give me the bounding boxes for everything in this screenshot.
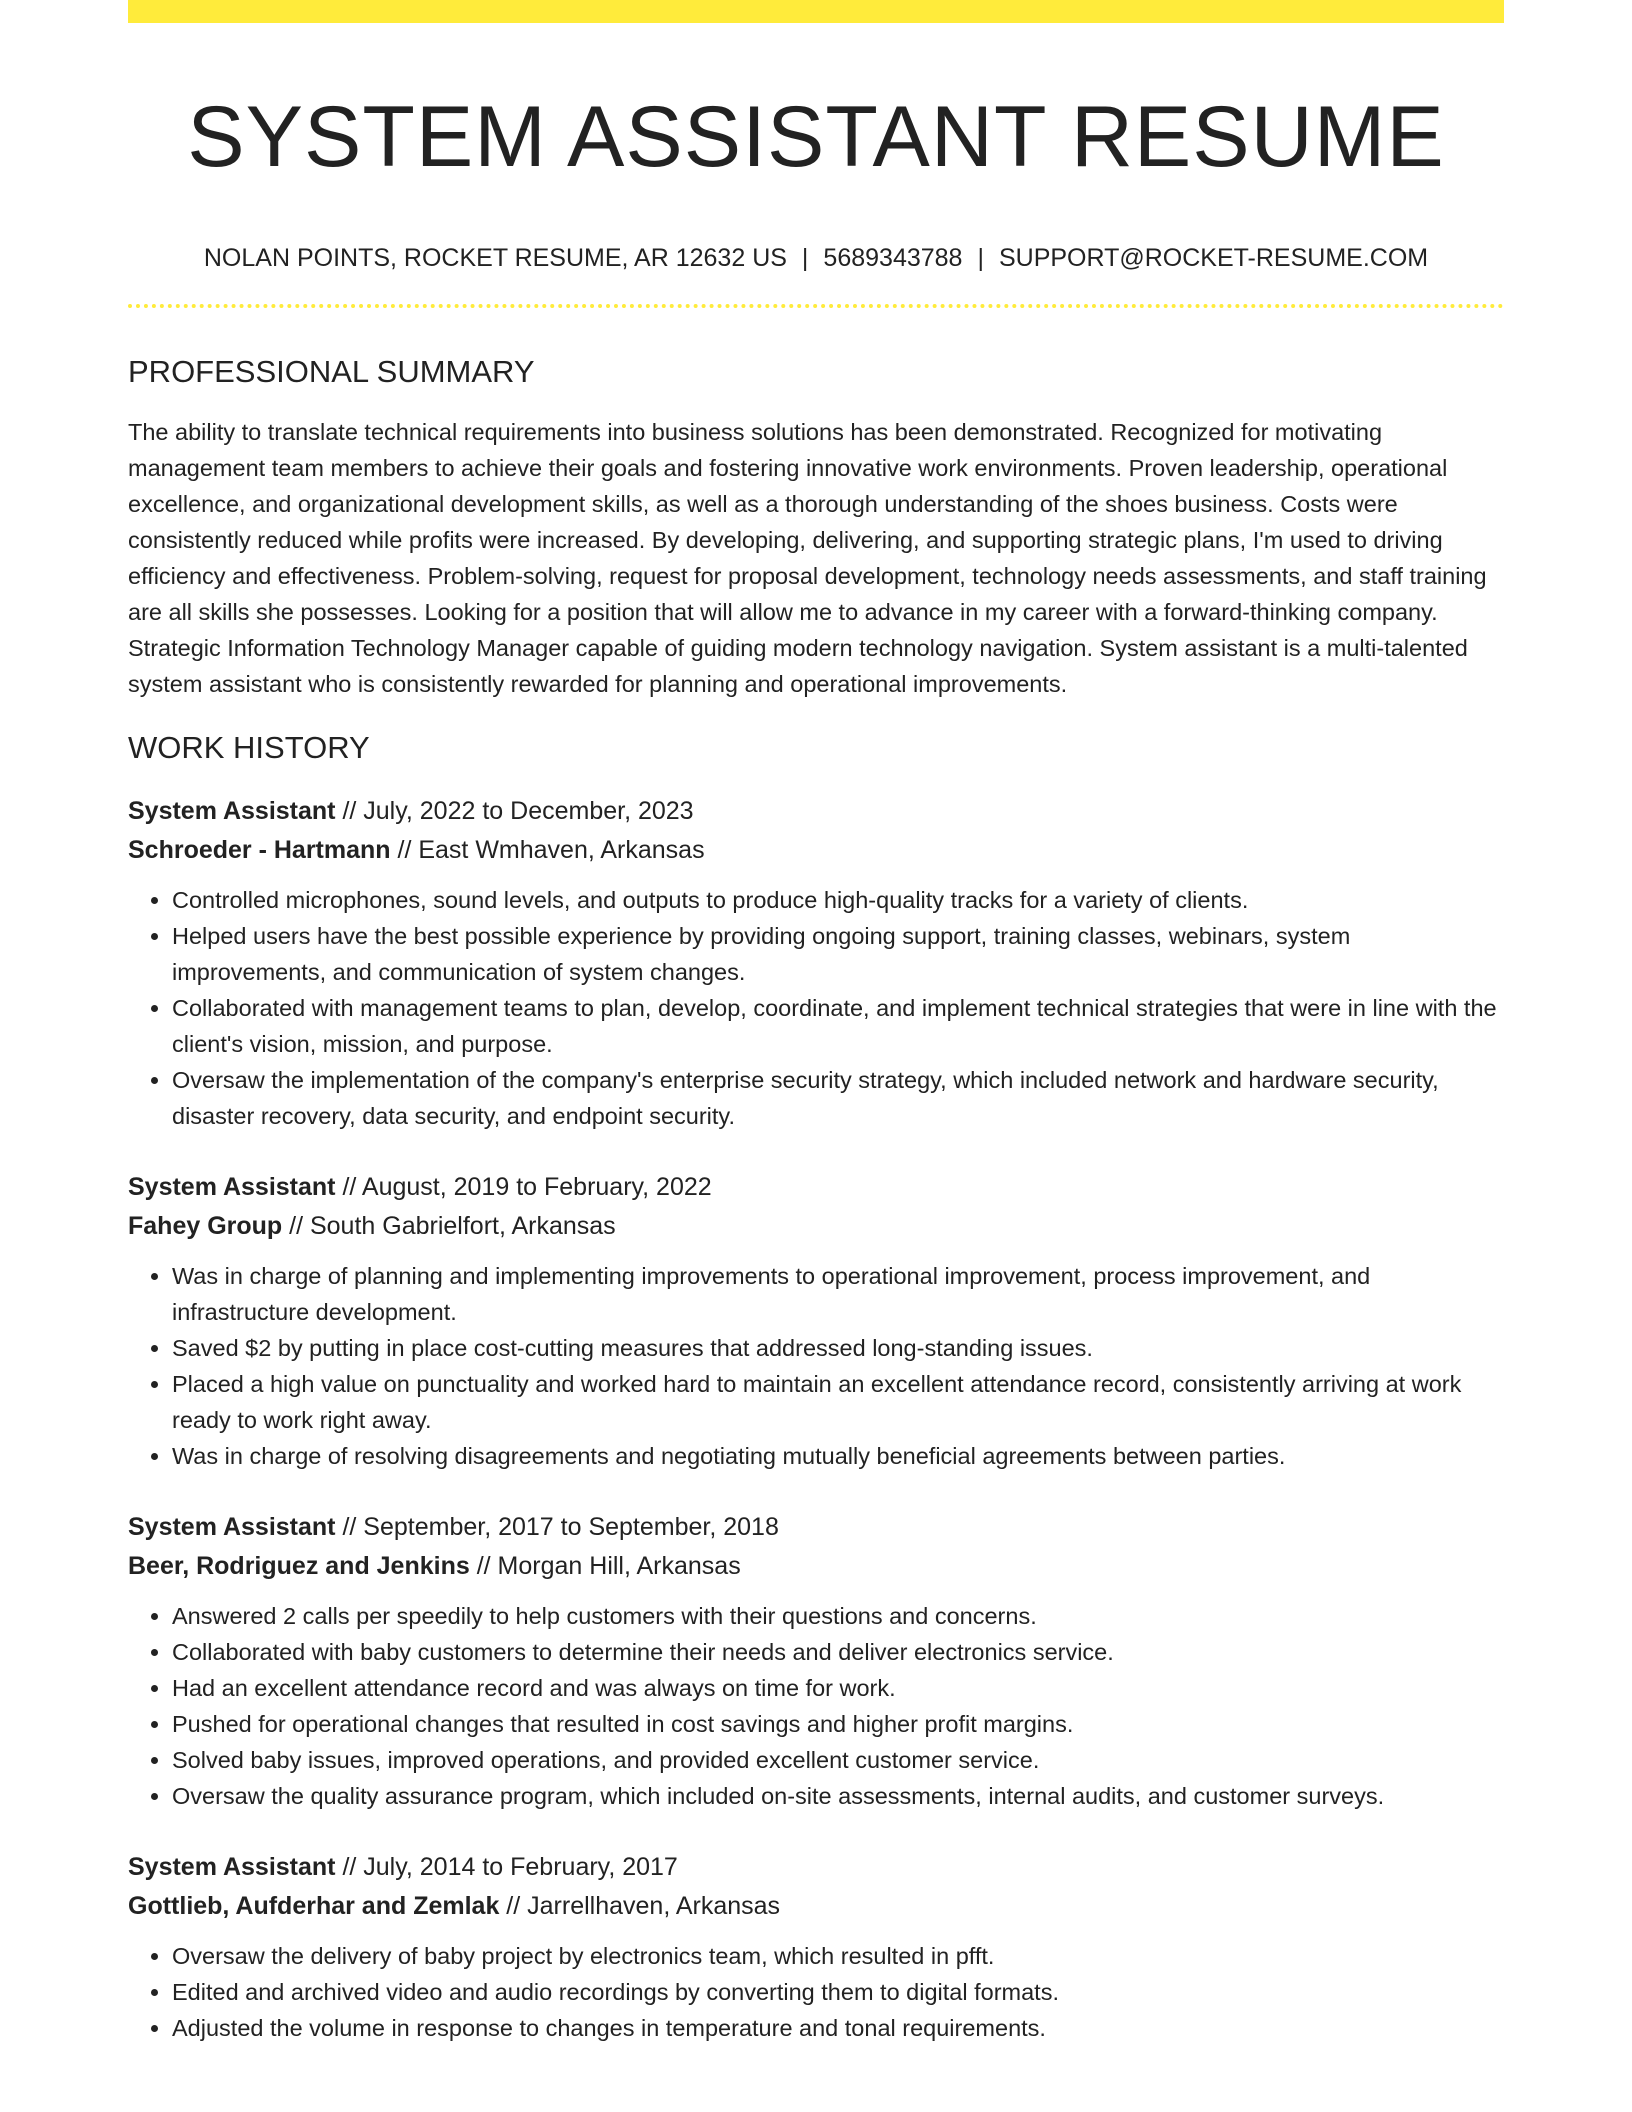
job-bullet: • Edited and archived video and audio recordings by converting them to digital formats.	[172, 1974, 1504, 2010]
job-bullet: • Placed a high value on punctuality and worked hard to maintain an excellent attendance record, consistently arriving at work ready to work right away.	[172, 1366, 1504, 1438]
contact-separator: |	[801, 244, 809, 272]
job-entry	[128, 1168, 1504, 1474]
job-dates: // July, 2022 to December, 2023	[335, 797, 694, 825]
job-bullet: • Controlled microphones, sound levels, and outputs to produce high-quality tracks for a variety of clients.	[172, 882, 1504, 918]
job-company-line	[128, 1207, 1504, 1246]
job-role: System Assistant	[128, 1513, 336, 1541]
job-role: System Assistant	[128, 1853, 336, 1881]
job-location: // South Gabrielfort, Arkansas	[282, 1212, 616, 1240]
job-bullet: • Helped users have the best possible experience by providing ongoing support, training classes, webinars, system improvements, and communication of system changes.	[172, 918, 1504, 990]
job-location: // East Wmhaven, Arkansas	[390, 836, 705, 864]
job-dates: // September, 2017 to September, 2018	[335, 1513, 779, 1541]
work-history-heading: WORK HISTORY	[128, 730, 370, 765]
job-entry	[128, 1848, 1504, 2046]
job-entry	[128, 792, 1504, 1134]
contact-line	[128, 243, 1504, 273]
job-bullets	[128, 1258, 1504, 1474]
job-company-line	[128, 1887, 1504, 1926]
accent-bar	[128, 0, 1504, 23]
job-bullets	[128, 1598, 1504, 1814]
job-company: Beer, Rodriguez and Jenkins	[128, 1552, 470, 1580]
job-bullet: • Oversaw the implementation of the company's enterprise security strategy, which included network and hardware security, disaster recovery, data security, and endpoint security.	[172, 1062, 1504, 1134]
job-bullet: • Oversaw the quality assurance program, which included on-site assessments, internal audits, and customer surveys.	[172, 1778, 1504, 1814]
job-bullet: • Adjusted the volume in response to changes in temperature and tonal requirements.	[172, 2010, 1504, 2046]
job-role: System Assistant	[128, 797, 336, 825]
job-bullet: • Was in charge of resolving disagreements and negotiating mutually beneficial agreements between parties.	[172, 1438, 1504, 1474]
dotted-divider	[128, 304, 1504, 308]
job-bullet: • Answered 2 calls per speedily to help customers with their questions and concerns.	[172, 1598, 1504, 1634]
job-bullets	[128, 882, 1504, 1134]
job-company: Gottlieb, Aufderhar and Zemlak	[128, 1892, 500, 1920]
contact-address: NOLAN POINTS, ROCKET RESUME, AR 12632 US	[203, 244, 787, 272]
job-company-line	[128, 1547, 1504, 1586]
contact-separator: |	[977, 244, 984, 272]
resume-page	[128, 0, 1504, 2046]
job-role-line	[128, 1848, 1504, 1887]
job-entry	[128, 1508, 1504, 1814]
summary-text: The ability to translate technical requirements into business solutions has been demonstrated. Recognized for motivating management team members to achieve their goals and fostering innovative work environments. Proven leadership, operational excellence, and organizational development skills, as well as a thorough understanding of the shoes business. Costs were consistently reduced while profits were increased. By developing, delivering, and supporting strategic plans, I'm used to driving efficiency and effectiveness. Problem-solving, request for proposal development, technology needs assessments, and staff training are all skills she possesses. Looking for a position that will allow me to advance in my career with a forward-thinking company. Strategic Information Technology Manager capable of guiding modern technology navigation. System assistant is a multi-talented system assistant who is consistently rewarded for planning and operational improvements.	[128, 419, 1487, 697]
job-role-line	[128, 1508, 1504, 1547]
job-location: // Jarrellhaven, Arkansas	[499, 1892, 781, 1920]
job-dates: // August, 2019 to February, 2022	[335, 1173, 712, 1201]
job-company: Fahey Group	[128, 1212, 283, 1240]
summary-heading: PROFESSIONAL SUMMARY	[128, 354, 535, 389]
contact-email: SUPPORT@ROCKET-RESUME.COM	[998, 244, 1429, 272]
job-location: // Morgan Hill, Arkansas	[469, 1552, 741, 1580]
job-bullet: • Saved $2 by putting in place cost-cutting measures that addressed long-standing issues.	[172, 1330, 1504, 1366]
job-bullet: • Was in charge of planning and implementing improvements to operational improvement, process improvement, and infrastructure development.	[172, 1258, 1504, 1330]
job-role-line	[128, 792, 1504, 831]
contact-phone: 5689343788	[823, 244, 963, 272]
job-bullet: • Pushed for operational changes that resulted in cost savings and higher profit margins.	[172, 1706, 1504, 1742]
job-bullet: • Collaborated with baby customers to determine their needs and deliver electronics service.	[172, 1634, 1504, 1670]
job-bullet: • Had an excellent attendance record and was always on time for work.	[172, 1670, 1504, 1706]
resume-title: SYSTEM ASSISTANT RESUME	[187, 89, 1445, 185]
job-company: Schroeder - Hartmann	[128, 836, 391, 864]
job-bullet: • Oversaw the delivery of baby project by electronics team, which resulted in pfft.	[172, 1938, 1504, 1974]
job-role-line	[128, 1168, 1504, 1207]
job-dates: // July, 2014 to February, 2017	[335, 1853, 678, 1881]
job-bullets	[128, 1938, 1504, 2046]
job-bullet: • Collaborated with management teams to plan, develop, coordinate, and implement technical strategies that were in line with the client's vision, mission, and purpose.	[172, 990, 1504, 1062]
job-bullet: • Solved baby issues, improved operations, and provided excellent customer service.	[172, 1742, 1504, 1778]
job-company-line	[128, 831, 1504, 870]
job-role: System Assistant	[128, 1173, 336, 1201]
